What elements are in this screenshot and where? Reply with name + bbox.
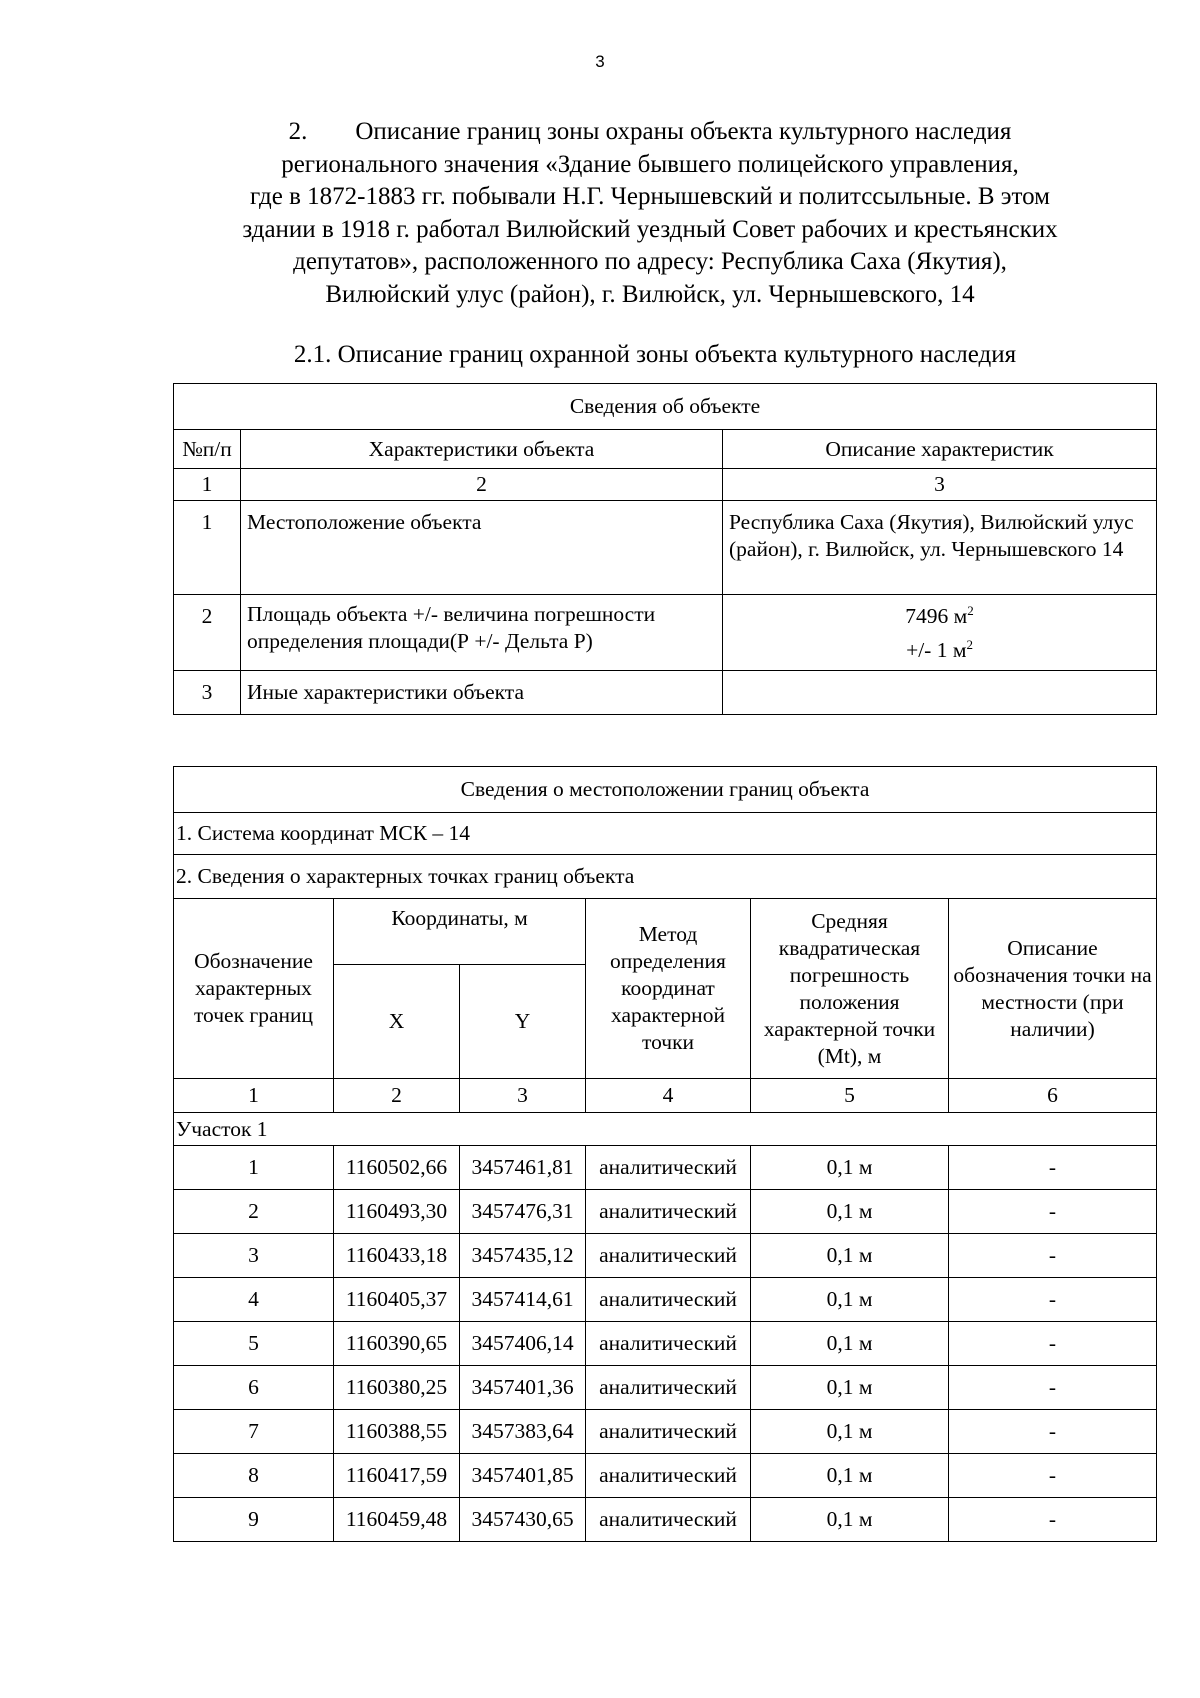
table-row bbox=[174, 1322, 1157, 1366]
point-y: 3457383,64 bbox=[460, 1410, 586, 1454]
point-rows bbox=[174, 1146, 1157, 1542]
point-y: 3457476,31 bbox=[460, 1190, 586, 1234]
point-error: 0,1 м bbox=[751, 1190, 949, 1234]
point-id: 3 bbox=[174, 1234, 334, 1278]
section-heading bbox=[160, 116, 1140, 311]
table-row bbox=[174, 1366, 1157, 1410]
table-row bbox=[174, 1278, 1157, 1322]
col-number: 6 bbox=[949, 1079, 1157, 1113]
point-desc: - bbox=[949, 1278, 1157, 1322]
heading-line: 2. Описание границ зоны охраны объекта культурного наследия bbox=[160, 116, 1140, 149]
points-caption: 2. Сведения о характерных точках границ объекта bbox=[174, 855, 1157, 899]
point-method: аналитический bbox=[586, 1234, 751, 1278]
col-number: 4 bbox=[586, 1079, 751, 1113]
point-method: аналитический bbox=[586, 1498, 751, 1542]
point-x: 1160405,37 bbox=[334, 1278, 460, 1322]
col-number: 5 bbox=[751, 1079, 949, 1113]
col-number: 2 bbox=[241, 469, 723, 501]
boundary-location-table bbox=[173, 766, 1157, 1542]
point-id: 7 bbox=[174, 1410, 334, 1454]
col-number: 3 bbox=[460, 1079, 586, 1113]
header-y: Y bbox=[460, 965, 586, 1079]
point-x: 1160380,25 bbox=[334, 1366, 460, 1410]
point-id: 9 bbox=[174, 1498, 334, 1542]
table-row bbox=[174, 1410, 1157, 1454]
area-value: 7496 $м^2$ +/- 1 $м^2$ bbox=[723, 595, 1157, 671]
point-method: аналитический bbox=[586, 1454, 751, 1498]
point-x: 1160459,48 bbox=[334, 1498, 460, 1542]
point-y: 3457414,61 bbox=[460, 1278, 586, 1322]
point-id: 2 bbox=[174, 1190, 334, 1234]
table-row bbox=[174, 1498, 1157, 1542]
characteristic-area: Площадь объекта +/- величина погрешности определения площади(Р +/- Дельта Р) bbox=[241, 595, 723, 671]
col-number: 2 bbox=[334, 1079, 460, 1113]
table-row bbox=[174, 1190, 1157, 1234]
point-x: 1160388,55 bbox=[334, 1410, 460, 1454]
point-error: 0,1 м bbox=[751, 1498, 949, 1542]
point-error: 0,1 м bbox=[751, 1454, 949, 1498]
point-y: 3457406,14 bbox=[460, 1322, 586, 1366]
characteristic-other: Иные характеристики объекта bbox=[241, 671, 723, 715]
point-y: 3457430,65 bbox=[460, 1498, 586, 1542]
header-description: Описание характеристик bbox=[723, 430, 1157, 469]
point-y: 3457401,85 bbox=[460, 1454, 586, 1498]
point-method: аналитический bbox=[586, 1322, 751, 1366]
col-number: 1 bbox=[174, 1079, 334, 1113]
heading-line: здании в 1918 г. работал Вилюйский уездный Совет рабочих и крестьянских bbox=[242, 215, 1058, 243]
header-x: X bbox=[334, 965, 460, 1079]
point-desc: - bbox=[949, 1322, 1157, 1366]
header-characteristic: Характеристики объекта bbox=[241, 430, 723, 469]
header-coordinates: Координаты, м bbox=[334, 899, 586, 965]
point-method: аналитический bbox=[586, 1146, 751, 1190]
heading-line: где в 1872-1883 гг. побывали Н.Г. Чернышевский и политссыльные. В этом bbox=[250, 183, 1050, 210]
coordinate-system: 1. Система координат МСК – 14 bbox=[174, 813, 1157, 855]
point-desc: - bbox=[949, 1366, 1157, 1410]
point-error: 0,1 м bbox=[751, 1234, 949, 1278]
row-number: 3 bbox=[174, 671, 241, 715]
point-y: 3457401,36 bbox=[460, 1366, 586, 1410]
point-id: 6 bbox=[174, 1366, 334, 1410]
page-number: 3 bbox=[595, 52, 605, 71]
location-table-title: Сведения о местоположении границ объекта bbox=[174, 767, 1157, 813]
point-error: 0,1 м bbox=[751, 1322, 949, 1366]
point-desc: - bbox=[949, 1190, 1157, 1234]
heading-line: регионального значения «Здание бывшего полицейского управления, bbox=[281, 150, 1019, 178]
object-info-table bbox=[173, 383, 1157, 715]
object-table-title: Сведения об объекте bbox=[174, 384, 1157, 430]
point-id: 4 bbox=[174, 1278, 334, 1322]
table-row bbox=[174, 1454, 1157, 1498]
point-x: 1160433,18 bbox=[334, 1234, 460, 1278]
heading-line: Вилюйский улус (район), г. Вилюйск, ул. Чернышевского, 14 bbox=[325, 280, 975, 308]
col-number: 1 bbox=[174, 469, 241, 501]
point-id: 5 bbox=[174, 1322, 334, 1366]
subsection-heading: 2.1. Описание границ охранной зоны объекта культурного наследия bbox=[293, 341, 1017, 368]
table-row bbox=[174, 1146, 1157, 1190]
header-num: №п/п bbox=[174, 430, 241, 469]
characteristic-location: Местоположение объекта bbox=[241, 501, 723, 595]
section-label: Участок 1 bbox=[174, 1113, 1157, 1146]
row-number: 2 bbox=[174, 595, 241, 671]
point-error: 0,1 м bbox=[751, 1410, 949, 1454]
point-error: 0,1 м bbox=[751, 1278, 949, 1322]
point-y: 3457461,81 bbox=[460, 1146, 586, 1190]
point-error: 0,1 м bbox=[751, 1146, 949, 1190]
header-point-description: Описание обозначения точки на местности (при наличии) bbox=[949, 899, 1157, 1079]
superscript: 2 bbox=[966, 636, 973, 652]
header-method: Метод определения координат характерной точки bbox=[586, 899, 751, 1079]
point-x: 1160417,59 bbox=[334, 1454, 460, 1498]
location-description: Республика Саха (Якутия), Вилюйский улус (район), г. Вилюйск, ул. Чернышевского 14 bbox=[723, 501, 1157, 595]
point-x: 1160502,66 bbox=[334, 1146, 460, 1190]
point-x: 1160390,65 bbox=[334, 1322, 460, 1366]
point-error: 0,1 м bbox=[751, 1366, 949, 1410]
point-desc: - bbox=[949, 1410, 1157, 1454]
point-id: 8 bbox=[174, 1454, 334, 1498]
superscript: 2 bbox=[967, 602, 974, 618]
col-number: 3 bbox=[723, 469, 1157, 501]
table-row bbox=[174, 1234, 1157, 1278]
point-method: аналитический bbox=[586, 1278, 751, 1322]
point-desc: - bbox=[949, 1234, 1157, 1278]
header-error: Средняя квадратическая погрешность положения характерной точки (Mt), м bbox=[751, 899, 949, 1079]
point-desc: - bbox=[949, 1498, 1157, 1542]
other-description bbox=[723, 671, 1157, 715]
point-x: 1160493,30 bbox=[334, 1190, 460, 1234]
point-id: 1 bbox=[174, 1146, 334, 1190]
row-number: 1 bbox=[174, 501, 241, 595]
point-desc: - bbox=[949, 1146, 1157, 1190]
header-designation: Обозначение характерных точек границ bbox=[174, 899, 334, 1079]
heading-line: депутатов», расположенного по адресу: Республика Саха (Якутия), bbox=[293, 248, 1007, 275]
heading-number: 2. bbox=[288, 118, 308, 145]
point-method: аналитический bbox=[586, 1190, 751, 1234]
point-desc: - bbox=[949, 1454, 1157, 1498]
point-y: 3457435,12 bbox=[460, 1234, 586, 1278]
point-method: аналитический bbox=[586, 1366, 751, 1410]
point-method: аналитический bbox=[586, 1410, 751, 1454]
